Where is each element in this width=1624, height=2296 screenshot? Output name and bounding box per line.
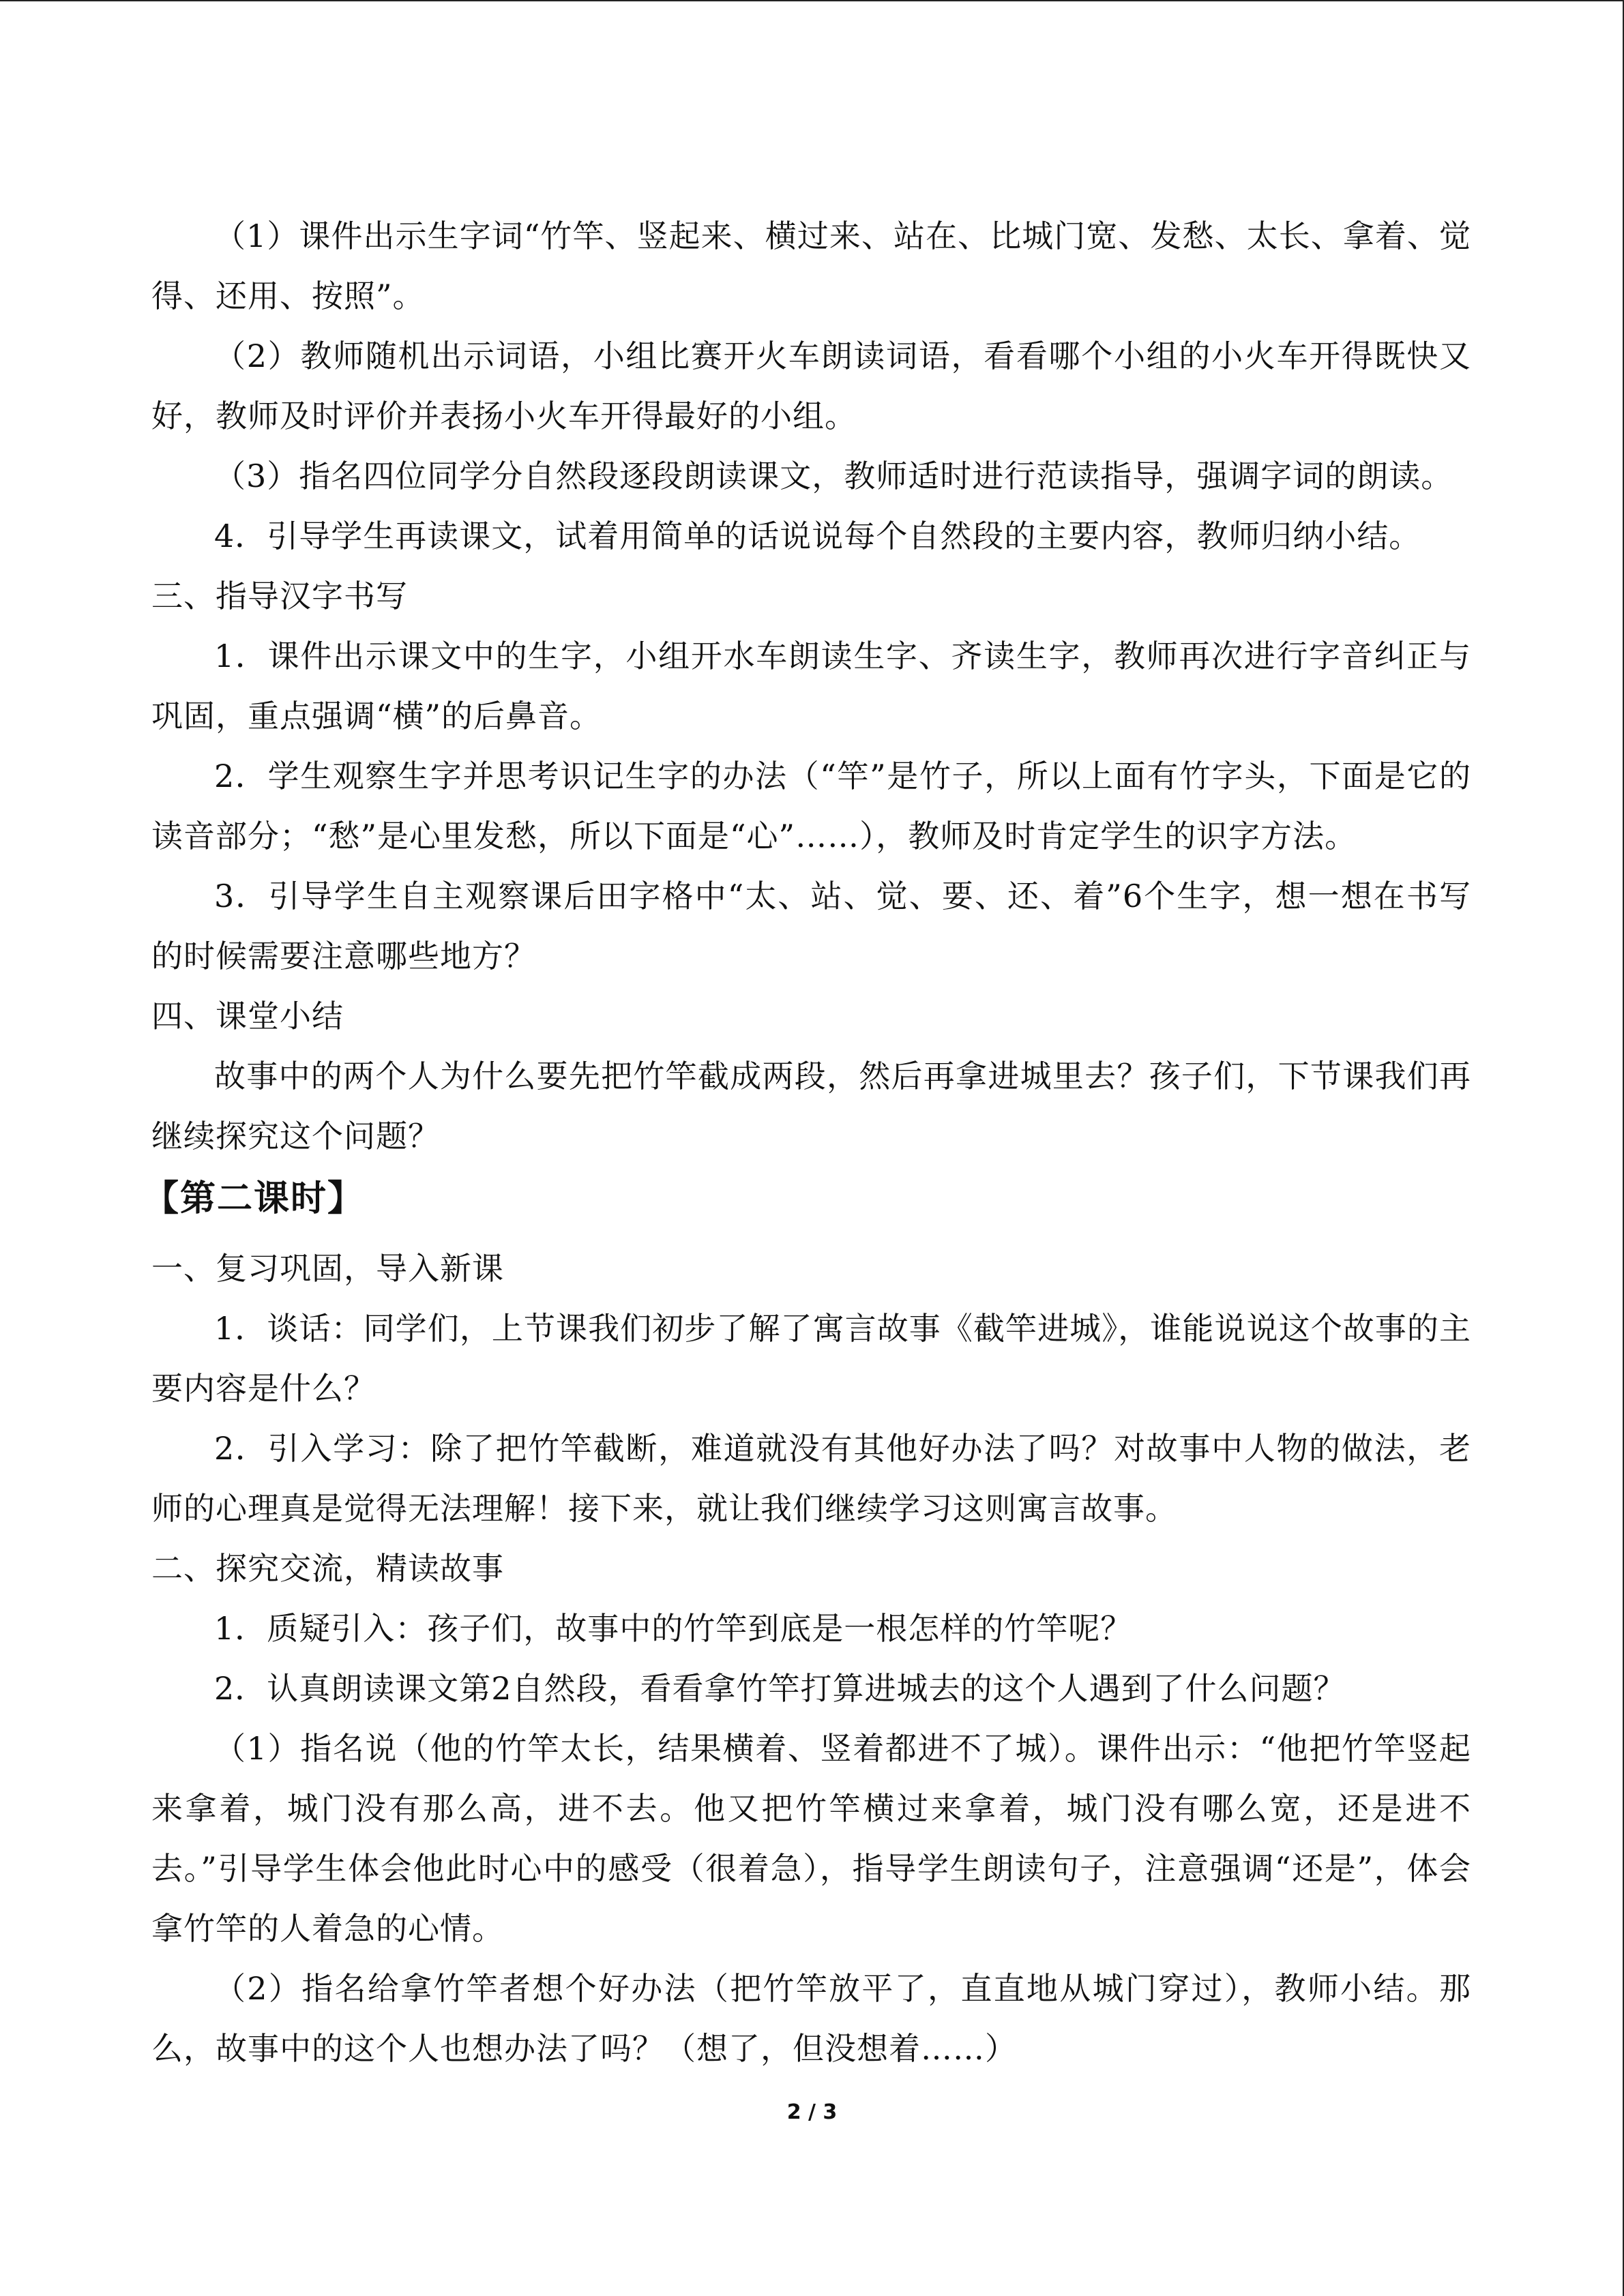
- paragraph: （2）教师随机出示词语，小组比赛开火车朗读词语，看看哪个小组的小火车开得既快又好，教师及时评价并表扬小火车开得最好的小组。: [151, 338, 1471, 434]
- paragraph: 2．引入学习：除了把竹竿截断，难道就没有其他好办法了吗？对故事中人物的做法，老师的心理真是觉得无法理解！接下来，就让我们继续学习这则寓言故事。: [151, 1430, 1471, 1527]
- paragraph: 1．谈话：同学们，上节课我们初步了解了寓言故事《截竿进城》，谁能说说这个故事的主要内容是什么？: [151, 1310, 1471, 1407]
- paragraph: 1．质疑引入：孩子们，故事中的竹竿到底是一根怎样的竹竿呢？: [214, 1610, 1133, 1647]
- paragraph: 3．引导学生自主观察课后田字格中“太、站、觉、要、还、着”6个生字，想一想在书写的时候需要注意哪些地方？: [151, 878, 1471, 974]
- section-heading: 二、探究交流，精读故事: [151, 1550, 504, 1587]
- paragraph: 4．引导学生再读课文，试着用简单的话说说每个自然段的主要内容，教师归纳小结。: [214, 518, 1421, 554]
- section-heading: 三、指导汉字书写: [151, 578, 408, 614]
- document-body: [143, 206, 1471, 2078]
- paragraph: 1．课件出示课文中的生字，小组开水车朗读生字、齐读生字，教师再次进行字音纠正与巩固，重点强调“横”的后鼻音。: [151, 638, 1471, 734]
- paragraph: 故事中的两个人为什么要先把竹竿截成两段，然后再拿进城里去？孩子们，下节课我们再继续探究这个问题？: [151, 1058, 1471, 1154]
- paragraph: （3）指名四位同学分自然段逐段朗读课文，教师适时进行范读指导，强调字词的朗读。: [214, 458, 1453, 494]
- paragraph: 2．认真朗读课文第2自然段，看看拿竹竿打算进城去的这个人遇到了什么问题？: [214, 1670, 1346, 1707]
- paragraph: （2）指名给拿竹竿者想个好办法（把竹竿放平了，直直地从城门穿过），教师小结。那么，故事中的这个人也想办法了吗？（想了，但没想着……）: [151, 1970, 1471, 2067]
- paragraph: （1）课件出示生字词“竹竿、竖起来、横过来、站在、比城门宽、发愁、太长、拿着、觉得、还用、按照”。: [151, 218, 1471, 314]
- section-heading: 四、课堂小结: [151, 998, 344, 1034]
- page-number: 2 / 3: [786, 2100, 838, 2124]
- paragraph: 2．学生观察生字并思考识记生字的办法（“竿”是竹子，所以上面有竹字头，下面是它的读音部分；“愁”是心里发愁，所以下面是“心”……），教师及时肯定学生的识字方法。: [151, 758, 1471, 854]
- paragraph: （1）指名说（他的竹竿太长，结果横着、竖着都进不了城）。课件出示：“他把竹竿竖起来拿着，城门没有那么高，进不去。他又把竹竿横过来拿着，城门没有哪么宽，还是进不去。”引导学生体会他此时心中的感受（很着急），指导学生朗读句子，注意强调“还是”，体会拿竹竿的人着急的心情。: [151, 1730, 1471, 1947]
- section-heading: 一、复习巩固，导入新课: [151, 1250, 504, 1287]
- lesson-title: 【第二课时】: [143, 1178, 365, 1219]
